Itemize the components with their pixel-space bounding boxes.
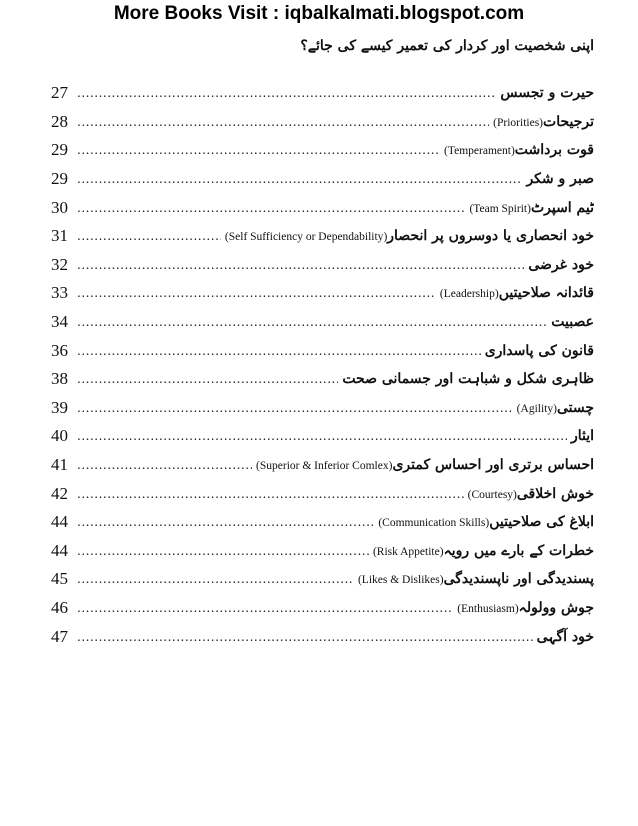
page-number: 38 [51, 369, 68, 389]
toc-row [51, 451, 594, 480]
page-number: 34 [51, 312, 68, 332]
toc-entry-title [522, 171, 594, 187]
dot-leader [77, 343, 481, 359]
toc-entry-title [464, 486, 594, 502]
toc-entry-title [369, 543, 594, 559]
toc-entry-title [440, 142, 594, 158]
toc-entry-title [465, 200, 594, 216]
toc-entry-urdu: چستی [556, 399, 594, 416]
page-number: 29 [51, 169, 68, 189]
toc-row [51, 193, 594, 222]
toc-entry-title [567, 428, 594, 444]
page-number: 42 [51, 483, 68, 503]
toc-entry-english: (Enthusiasm) [457, 602, 519, 615]
toc-entry-english: (Priorities) [493, 116, 544, 129]
toc-entry-urdu: خوش اخلاقی [516, 485, 594, 502]
toc-entry-title [338, 371, 594, 387]
toc-entry-urdu: صبر و شکر [526, 171, 594, 188]
dot-leader [77, 228, 221, 244]
toc-entry-title [221, 228, 594, 244]
toc-entry-urdu: خطرات کے بارے میں رویہ [443, 542, 594, 559]
page-number: 27 [51, 83, 68, 103]
toc-entry-urdu: قانون کی پاسداری [484, 342, 594, 359]
toc-entry-urdu: خود غرضی [528, 256, 594, 273]
toc-entry-urdu: پسندیدگی اور ناپسندیدگی [443, 571, 594, 588]
toc-entry-english: (Likes & Dislikes) [357, 574, 444, 587]
toc-entry-title [453, 600, 594, 616]
page-number: 36 [51, 340, 68, 360]
toc-entry-urdu: ٹیم اسپرٹ [530, 199, 594, 216]
dot-leader [77, 514, 374, 530]
toc-entry-urdu: قائدانہ صلاحیتیں [498, 285, 594, 302]
toc-entry-english: (Self Sufficiency or Dependability) [224, 231, 388, 244]
toc-row [51, 136, 594, 165]
dot-leader [77, 85, 496, 101]
toc-entry-urdu: خود آگہی [536, 628, 594, 645]
toc-entry-urdu: عصبیت [551, 314, 594, 331]
page-number: 47 [51, 626, 68, 646]
dot-leader [77, 428, 567, 444]
page-number: 30 [51, 197, 68, 217]
toc-entry-urdu: خود انحصاری یا دوسروں پر انحصار [387, 228, 594, 245]
toc-entry-urdu: ظاہری شکل و شباہت اور جسمانی صحت [342, 371, 594, 388]
toc-row [51, 537, 594, 566]
toc-entry-english: (Courtesy) [467, 488, 517, 501]
toc-entry-title [436, 285, 594, 301]
chapter-heading: اپنی شخصیت اور کردار کی تعمیر کیسے کی جائے؟ [300, 38, 594, 54]
toc-entry-title [374, 514, 594, 530]
toc-entry-title [533, 629, 594, 645]
site-banner: More Books Visit : iqbalkalmati.blogspot.com [113, 3, 525, 24]
page-number: 31 [51, 226, 68, 246]
page-number: 40 [51, 426, 68, 446]
toc-entry-english: (Agility) [516, 402, 557, 415]
page-number: 28 [51, 111, 68, 131]
toc-entry-english: (Temperament) [444, 145, 515, 158]
page-number: 44 [51, 512, 68, 532]
toc-entry-title [489, 114, 594, 130]
toc-entry-urdu: احساس برتری اور احساس کمتری [392, 457, 594, 474]
page-number: 29 [51, 140, 68, 160]
page-number: 32 [51, 254, 68, 274]
dot-leader [77, 543, 369, 559]
toc-entry-title [481, 343, 594, 359]
page-number: 46 [51, 597, 68, 617]
dot-leader [77, 629, 533, 645]
dot-leader [77, 200, 465, 216]
toc-entry-title [252, 457, 594, 473]
toc-entry-english: (Communication Skills) [378, 517, 490, 530]
toc-entry-title [513, 400, 594, 416]
toc-entry-title [354, 571, 594, 587]
dot-leader [77, 171, 522, 187]
toc-row [51, 479, 594, 508]
toc-entry-title [547, 314, 594, 330]
toc-entry-english: (Risk Appetite) [372, 545, 444, 558]
dot-leader [77, 114, 489, 130]
toc-row [51, 594, 594, 623]
toc-row [51, 308, 594, 337]
toc-entry-urdu: ابلاغ کی صلاحیتیں [489, 514, 594, 531]
toc-entry-urdu: ترجیحات [543, 113, 594, 130]
dot-leader [77, 285, 436, 301]
toc-entry-urdu: حیرت و تجسس [500, 85, 594, 102]
table-of-contents [51, 79, 594, 651]
page-number: 45 [51, 569, 68, 589]
toc-row [51, 365, 594, 394]
toc-entry-english: (Leadership) [439, 288, 499, 301]
dot-leader [77, 142, 440, 158]
toc-row [51, 79, 594, 108]
dot-leader [77, 314, 547, 330]
toc-entry-english: (Team Spirit) [469, 202, 531, 215]
toc-row [51, 622, 594, 651]
toc-entry-urdu: جوش وولولہ [518, 599, 594, 616]
dot-leader [77, 571, 354, 587]
toc-entry-title [496, 85, 594, 101]
toc-entry-english: (Superior & Inferior Comlex) [256, 460, 393, 473]
toc-row [51, 279, 594, 308]
page-number: 39 [51, 397, 68, 417]
dot-leader [77, 600, 453, 616]
page-number: 41 [51, 455, 68, 475]
toc-row [51, 165, 594, 194]
toc-row [51, 222, 594, 251]
toc-entry-urdu: قوت برداشت [514, 142, 594, 159]
dot-leader [77, 457, 252, 473]
toc-row [51, 508, 594, 537]
dot-leader [77, 371, 338, 387]
toc-row [51, 108, 594, 137]
page-number: 44 [51, 540, 68, 560]
toc-row [51, 565, 594, 594]
toc-row [51, 251, 594, 280]
dot-leader [77, 400, 513, 416]
toc-entry-title [524, 257, 594, 273]
dot-leader [77, 257, 524, 273]
page-number: 33 [51, 283, 68, 303]
toc-entry-urdu: ایثار [570, 428, 594, 445]
toc-row [51, 422, 594, 451]
toc-row [51, 394, 594, 423]
dot-leader [77, 486, 464, 502]
toc-row [51, 336, 594, 365]
